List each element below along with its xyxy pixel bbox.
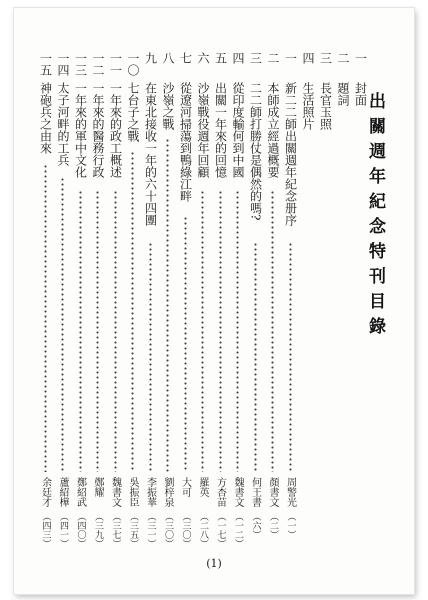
entry-author: 李振華 [144,477,156,507]
entry-author: 方杏苗 [214,477,226,507]
entry-number: 一四 [56,52,70,76]
entry-page: （三九） [93,512,103,548]
entry-page: （三五） [128,512,138,548]
leader-dots [149,242,152,472]
entry-number: 五 [213,52,228,64]
entry-page: （三〇） [163,512,173,548]
entry-author: 大可 [179,477,191,497]
entry-title: 一年來的醫務行政 [91,82,105,178]
entry-number: 四 [231,52,245,64]
entry-title: 封面 [353,82,368,106]
entry-title: 出關一年來的回憶 [213,82,228,178]
entry-title: 從遼河掃蕩到鴨綠江畔 [178,82,193,202]
toc-entry [353,52,368,552]
toc-entry [38,52,53,552]
toc-entry [283,52,298,552]
toc-entry [90,52,105,552]
entry-title: 題詞 [336,82,350,106]
entry-page: （三一） [145,512,156,548]
leader-dots [219,190,222,472]
toc-entry [125,52,140,552]
leader-dots [271,190,274,472]
entry-page: （四一） [58,512,68,548]
toc-entry [195,52,210,552]
entry-number: 一〇 [126,52,140,76]
entry-number: 一一 [108,52,123,76]
toc-page [14,8,414,594]
entry-number: 六 [196,52,210,64]
leader-dots [44,164,47,472]
entry-page: （二八） [198,512,208,548]
entry-author: 吳振臣 [127,477,138,507]
entry-number: 一五 [38,52,53,76]
leader-dots [166,138,169,472]
toc-entry [160,52,175,552]
toc-entry [213,52,228,552]
entry-number: 一 [353,52,368,64]
entry-author: 何王書 [249,477,261,507]
entry-title: 二二師打勝仗是偶然的嗎? [248,82,263,221]
entry-title: 在東北接收一年的六十四團 [143,82,158,226]
entry-number: 四 [301,52,315,64]
page-number: (1) [206,557,222,570]
leader-dots [79,190,82,472]
entry-page: （三七） [110,512,121,548]
leader-dots [114,190,117,472]
toc-entry [300,52,315,552]
entry-page: （二） [268,512,278,539]
entry-title: 沙嶺戰役週年回顧 [196,82,210,178]
leader-dots [131,151,134,472]
entry-page: （四〇） [75,512,86,548]
leader-dots [236,190,239,472]
entry-title: 長官玉照 [318,82,333,130]
entry-number: 三 [318,52,333,64]
toc-entry [108,52,123,552]
leader-dots [96,190,99,472]
entry-number: 一二 [91,52,105,76]
toc-entry [178,52,193,552]
entry-number: 三 [248,52,263,64]
entry-author: 蘆紹樺 [57,477,68,507]
entry-author: 余廷才 [39,477,51,507]
entry-title: 新二二師出關週年紀念册序 [283,82,298,226]
toc-entry [230,52,245,552]
entry-title: 沙嶺之戰 [161,82,175,130]
toc-entry [143,52,158,552]
entry-title: 太子河畔的工兵 [56,82,70,166]
entry-title: 一年來的軍中文化 [73,82,88,178]
entry-page: （三〇） [180,512,191,548]
entry-number: 二 [336,52,350,64]
entry-author: 劉梓泉 [162,477,173,507]
entry-page: （一七） [215,512,226,548]
entry-title: 神砲兵之由來 [38,82,53,154]
entry-number: 九 [143,52,158,64]
toc-entry [318,52,333,552]
entry-page: （一） [285,512,296,539]
entry-page: （四三） [40,512,51,548]
leader-dots [61,177,64,472]
toc-entry [73,52,88,552]
entry-title: 一年來的政工概述 [108,82,123,178]
entry-number: 八 [161,52,175,64]
leader-dots [289,242,292,472]
entry-number: 一 [283,52,298,64]
entry-title: 七台子之戰 [126,82,140,142]
entry-author: 羅英 [197,477,208,497]
entry-author: 鄭紹武 [74,477,86,507]
entry-page: （六） [250,512,261,539]
entry-number: 一三 [73,52,88,76]
entry-number: 七 [178,52,193,64]
entry-author: 顏書文 [267,477,278,507]
toc-entry [55,52,70,552]
leader-dots [201,190,204,472]
leader-dots [254,242,257,472]
leader-dots [184,216,187,472]
toc-entry [265,52,280,552]
toc-entry [248,52,263,552]
entry-author: 鄭耀 [92,477,103,497]
entry-page: （一二） [233,512,243,548]
entry-author: 魏書文 [109,477,121,507]
entry-number: 二 [266,52,280,64]
entry-author: 周警光 [284,477,296,507]
entry-author: 魏書文 [232,477,243,507]
entry-title: 從印度輸何到中國 [231,82,245,178]
toc-title: 出關週年紀念特刊目錄 [365,92,385,342]
toc-entry [335,52,350,552]
entry-title: 本師成立經過概要 [266,82,280,178]
entry-title: 生活照片 [301,82,315,130]
